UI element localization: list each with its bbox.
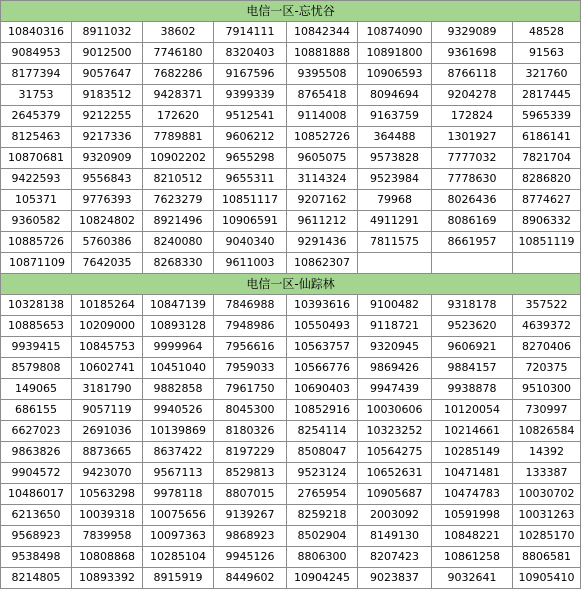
table-cell: 9167596 (214, 64, 287, 85)
table-cell: 172824 (432, 106, 513, 127)
table-cell: 8086169 (432, 211, 513, 232)
table-cell (358, 253, 432, 274)
table-cell: 4911291 (358, 211, 432, 232)
table-cell: 10328138 (1, 295, 72, 316)
table-cell: 10848221 (432, 526, 513, 547)
table-cell: 10852726 (287, 127, 358, 148)
table-cell: 686155 (1, 400, 72, 421)
table-row (1, 484, 581, 505)
table-cell: 9399339 (214, 85, 287, 106)
table-cell: 10690403 (287, 379, 358, 400)
table-cell: 10893392 (72, 568, 143, 589)
table-cell: 7839958 (72, 526, 143, 547)
table-cell: 9939415 (1, 337, 72, 358)
table-cell: 10209000 (72, 316, 143, 337)
table-cell: 10550493 (287, 316, 358, 337)
table-row (1, 169, 581, 190)
table-cell: 8270406 (513, 337, 581, 358)
table-cell: 364488 (358, 127, 432, 148)
table-cell: 105371 (1, 190, 72, 211)
section-header-row (1, 274, 581, 295)
table-cell: 9207162 (287, 190, 358, 211)
table-cell: 10471481 (432, 463, 513, 484)
table-cell: 7846988 (214, 295, 287, 316)
table-cell: 2003092 (358, 505, 432, 526)
table-cell: 9291436 (287, 232, 358, 253)
table-cell: 9320945 (358, 337, 432, 358)
table-row (1, 253, 581, 274)
table-cell: 10893128 (143, 316, 214, 337)
table-cell: 10474783 (432, 484, 513, 505)
table-cell: 10904245 (287, 568, 358, 589)
table-cell: 7821704 (513, 148, 581, 169)
table-cell: 9611003 (214, 253, 287, 274)
table-cell: 9605075 (287, 148, 358, 169)
table-cell: 8045300 (214, 400, 287, 421)
table-cell: 9940526 (143, 400, 214, 421)
table-cell: 8268330 (143, 253, 214, 274)
table-cell: 7948986 (214, 316, 287, 337)
table-cell: 10874090 (358, 22, 432, 43)
table-cell: 10906593 (358, 64, 432, 85)
table-cell: 2765954 (287, 484, 358, 505)
table-cell: 9568923 (1, 526, 72, 547)
table-cell: 10139869 (143, 421, 214, 442)
table-cell: 9139267 (214, 505, 287, 526)
table-cell: 9360582 (1, 211, 72, 232)
table-cell: 10845753 (72, 337, 143, 358)
table-cell: 10885726 (1, 232, 72, 253)
table-cell: 7956616 (214, 337, 287, 358)
table-row (1, 568, 581, 589)
table-cell: 357522 (513, 295, 581, 316)
table-row (1, 211, 581, 232)
table-row (1, 85, 581, 106)
table-cell: 9938878 (432, 379, 513, 400)
table-cell: 8906332 (513, 211, 581, 232)
table-cell: 9999964 (143, 337, 214, 358)
table-cell: 10120054 (432, 400, 513, 421)
table-cell: 7746180 (143, 43, 214, 64)
table-cell: 10891800 (358, 43, 432, 64)
table-cell: 9606212 (214, 127, 287, 148)
table-cell: 8286820 (513, 169, 581, 190)
table-cell: 79968 (358, 190, 432, 211)
table-cell: 8180326 (214, 421, 287, 442)
table-row (1, 127, 581, 148)
table-row (1, 358, 581, 379)
table-cell: 10591998 (432, 505, 513, 526)
table-row (1, 547, 581, 568)
table-cell: 8094694 (358, 85, 432, 106)
table-cell: 8806581 (513, 547, 581, 568)
table-cell: 6627023 (1, 421, 72, 442)
table-cell: 8766118 (432, 64, 513, 85)
table-cell: 8177394 (1, 64, 72, 85)
table-cell: 7789881 (143, 127, 214, 148)
table-cell: 9057119 (72, 400, 143, 421)
table-cell: 9512541 (214, 106, 287, 127)
table-cell: 8320403 (214, 43, 287, 64)
table-cell: 9217336 (72, 127, 143, 148)
table-cell: 8125463 (1, 127, 72, 148)
table-cell: 9776393 (72, 190, 143, 211)
table-cell: 9204278 (432, 85, 513, 106)
table-cell: 9032641 (432, 568, 513, 589)
table-cell: 3181790 (72, 379, 143, 400)
table-cell: 10808868 (72, 547, 143, 568)
table-cell: 10852916 (287, 400, 358, 421)
table-cell: 9573828 (358, 148, 432, 169)
table-cell: 8529813 (214, 463, 287, 484)
table-cell: 10826584 (513, 421, 581, 442)
table-cell: 8579808 (1, 358, 72, 379)
table-cell: 10861258 (432, 547, 513, 568)
table-cell: 10881888 (287, 43, 358, 64)
table-cell: 9212255 (72, 106, 143, 127)
table-cell: 10851117 (214, 190, 287, 211)
table-cell: 4639372 (513, 316, 581, 337)
table-cell: 10870681 (1, 148, 72, 169)
table-cell: 7642035 (72, 253, 143, 274)
table-cell: 10563298 (72, 484, 143, 505)
table-cell: 8921496 (143, 211, 214, 232)
table-cell: 10393616 (287, 295, 358, 316)
table-cell: 9012500 (72, 43, 143, 64)
table-cell: 9978118 (143, 484, 214, 505)
table-cell: 10824802 (72, 211, 143, 232)
table-cell: 8210512 (143, 169, 214, 190)
table-cell: 9606921 (432, 337, 513, 358)
table-cell: 8502904 (287, 526, 358, 547)
table-cell: 9118721 (358, 316, 432, 337)
table-cell: 1301927 (432, 127, 513, 148)
table-cell: 9114008 (287, 106, 358, 127)
table-cell: 7914111 (214, 22, 287, 43)
table-cell: 9395508 (287, 64, 358, 85)
table-cell: 10031263 (513, 505, 581, 526)
table-cell: 10486017 (1, 484, 72, 505)
table-cell: 7961750 (214, 379, 287, 400)
table-cell: 10214661 (432, 421, 513, 442)
table-cell: 5965339 (513, 106, 581, 127)
table-cell: 8807015 (214, 484, 287, 505)
table-cell: 8765418 (287, 85, 358, 106)
table-cell: 9868923 (214, 526, 287, 547)
table-cell: 9863826 (1, 442, 72, 463)
table-cell: 9510300 (513, 379, 581, 400)
table-cell: 91563 (513, 43, 581, 64)
table-cell: 8873665 (72, 442, 143, 463)
table-cell: 10451040 (143, 358, 214, 379)
table-cell: 10563757 (287, 337, 358, 358)
table-cell: 8259218 (287, 505, 358, 526)
table-cell: 9945126 (214, 547, 287, 568)
table-row (1, 64, 581, 85)
table-cell: 720375 (513, 358, 581, 379)
table-cell: 7778630 (432, 169, 513, 190)
table-cell: 6186141 (513, 127, 581, 148)
table-row (1, 106, 581, 127)
table-cell: 14392 (513, 442, 581, 463)
table-cell: 9422593 (1, 169, 72, 190)
table-row (1, 316, 581, 337)
table-cell (432, 253, 513, 274)
table-row (1, 148, 581, 169)
table-cell: 172620 (143, 106, 214, 127)
table-cell: 10285170 (513, 526, 581, 547)
table-cell: 10566776 (287, 358, 358, 379)
table-cell: 8026436 (432, 190, 513, 211)
table-cell: 10039318 (72, 505, 143, 526)
table-cell: 8240080 (143, 232, 214, 253)
table-cell: 9904572 (1, 463, 72, 484)
table-row (1, 295, 581, 316)
table-row (1, 463, 581, 484)
section-title: 电信一区-仙踪林 (1, 274, 581, 295)
table-cell: 2691036 (72, 421, 143, 442)
table-cell: 9318178 (432, 295, 513, 316)
table-cell: 10885653 (1, 316, 72, 337)
table-cell: 5760386 (72, 232, 143, 253)
table-cell: 321760 (513, 64, 581, 85)
table-cell: 8911032 (72, 22, 143, 43)
section-title: 电信一区-忘忧谷 (1, 1, 581, 22)
table-cell: 31753 (1, 85, 72, 106)
table-cell: 9100482 (358, 295, 432, 316)
table-cell: 9040340 (214, 232, 287, 253)
table-cell: 10862307 (287, 253, 358, 274)
table-cell: 8915919 (143, 568, 214, 589)
table-cell: 7777032 (432, 148, 513, 169)
table-cell: 9882858 (143, 379, 214, 400)
table-cell: 6213650 (1, 505, 72, 526)
table-row (1, 526, 581, 547)
table-cell: 8449602 (214, 568, 287, 589)
table-cell: 9655298 (214, 148, 287, 169)
table-cell: 149065 (1, 379, 72, 400)
table-cell: 8774627 (513, 190, 581, 211)
table-cell: 10075656 (143, 505, 214, 526)
table-row (1, 22, 581, 43)
table-cell: 10851119 (513, 232, 581, 253)
table-cell: 9655311 (214, 169, 287, 190)
table-cell: 10847139 (143, 295, 214, 316)
table-cell: 8149130 (358, 526, 432, 547)
table-cell: 8637422 (143, 442, 214, 463)
table-cell: 8661957 (432, 232, 513, 253)
table-cell: 7623279 (143, 190, 214, 211)
table-cell: 2645379 (1, 106, 72, 127)
table-cell: 10871109 (1, 253, 72, 274)
table-cell: 10652631 (358, 463, 432, 484)
table-cell: 9084953 (1, 43, 72, 64)
table-cell: 8207423 (358, 547, 432, 568)
table-cell: 9183512 (72, 85, 143, 106)
section-header-row (1, 1, 581, 22)
table-cell: 9538498 (1, 547, 72, 568)
table-cell: 9523984 (358, 169, 432, 190)
table-cell: 10905687 (358, 484, 432, 505)
table-cell: 10030606 (358, 400, 432, 421)
table-cell: 10285104 (143, 547, 214, 568)
table-row (1, 442, 581, 463)
table-cell: 9329089 (432, 22, 513, 43)
table-row (1, 505, 581, 526)
table-cell: 8214805 (1, 568, 72, 589)
table-cell: 9361698 (432, 43, 513, 64)
table-cell: 10840316 (1, 22, 72, 43)
table-cell: 9320909 (72, 148, 143, 169)
table-cell: 10906591 (214, 211, 287, 232)
table-cell: 7811575 (358, 232, 432, 253)
table-cell: 48528 (513, 22, 581, 43)
table-cell: 8806300 (287, 547, 358, 568)
table-cell: 10097363 (143, 526, 214, 547)
table-cell: 9884157 (432, 358, 513, 379)
table-cell: 9523620 (432, 316, 513, 337)
table-cell: 10285149 (432, 442, 513, 463)
table-cell: 9057647 (72, 64, 143, 85)
table-cell: 9567113 (143, 463, 214, 484)
table-cell: 133387 (513, 463, 581, 484)
table-cell: 9523124 (287, 463, 358, 484)
table-cell: 10902202 (143, 148, 214, 169)
table-cell: 10185264 (72, 295, 143, 316)
table-cell: 8197229 (214, 442, 287, 463)
table-cell: 10602741 (72, 358, 143, 379)
table-cell: 3114324 (287, 169, 358, 190)
table-cell (513, 253, 581, 274)
table-cell: 8508047 (287, 442, 358, 463)
table-cell: 38602 (143, 22, 214, 43)
table-cell: 2817445 (513, 85, 581, 106)
table-row (1, 232, 581, 253)
table-cell: 9611212 (287, 211, 358, 232)
table-row (1, 190, 581, 211)
table-row (1, 400, 581, 421)
table-cell: 10564275 (358, 442, 432, 463)
table-cell: 9023837 (358, 568, 432, 589)
table-cell: 10842344 (287, 22, 358, 43)
table-cell: 7682286 (143, 64, 214, 85)
table-cell: 10905410 (513, 568, 581, 589)
table-cell: 10030702 (513, 484, 581, 505)
table-row (1, 43, 581, 64)
table-row (1, 379, 581, 400)
table-cell: 9556843 (72, 169, 143, 190)
table-cell: 9423070 (72, 463, 143, 484)
table-row (1, 421, 581, 442)
table-cell: 8254114 (287, 421, 358, 442)
table-cell: 10323252 (358, 421, 432, 442)
table-row (1, 337, 581, 358)
table-cell: 9428371 (143, 85, 214, 106)
table-cell: 730997 (513, 400, 581, 421)
table-cell: 9947439 (358, 379, 432, 400)
table-cell: 7959033 (214, 358, 287, 379)
table-cell: 9163759 (358, 106, 432, 127)
table-cell: 9869426 (358, 358, 432, 379)
